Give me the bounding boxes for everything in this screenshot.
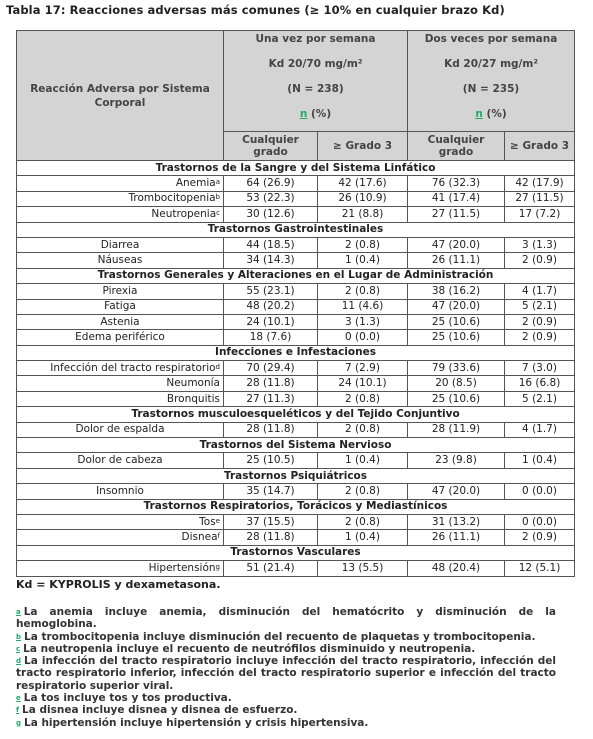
- footnote-letter: d: [16, 657, 22, 666]
- section-title: Trastornos musculoesqueléticos y del Tejido Conjuntivo: [17, 407, 575, 422]
- value-cell: 3 (1.3): [505, 237, 575, 252]
- reaction-name: [17, 453, 224, 468]
- value-cell: 28 (11.8): [224, 422, 318, 437]
- reaction-name-text: Infección del tracto respiratorio: [50, 361, 216, 374]
- value-cell: 28 (11.9): [408, 422, 505, 437]
- value-cell: 2 (0.8): [318, 422, 408, 437]
- header-group-twice-line2: Kd 20/27 mg/m²: [444, 58, 538, 70]
- table-row: [17, 561, 575, 576]
- value-cell: 42 (17.6): [318, 176, 408, 191]
- section-title: Trastornos Respiratorios, Torácicos y Mediastínicos: [17, 499, 575, 514]
- reaction-name: [17, 237, 224, 252]
- table-row: [17, 207, 575, 222]
- value-cell: 23 (9.8): [408, 453, 505, 468]
- footnote-marker: c: [216, 208, 220, 217]
- reaction-name: [17, 484, 224, 499]
- reaction-name-text: Disnea: [181, 531, 218, 544]
- value-cell: 27 (11.3): [224, 391, 318, 406]
- reaction-name-text: Náuseas: [97, 254, 143, 267]
- reaction-name-text: Neutropenia: [151, 207, 217, 220]
- value-cell: 24 (10.1): [318, 376, 408, 391]
- footnote-text: La hipertensión incluye hipertensión y crisis hipertensiva.: [24, 716, 369, 729]
- value-cell: 2 (0.9): [505, 330, 575, 345]
- value-cell: 37 (15.5): [224, 514, 318, 529]
- value-cell: 34 (14.3): [224, 253, 318, 268]
- value-cell: 13 (5.5): [318, 561, 408, 576]
- reaction-name-text: Edema periférico: [75, 330, 165, 343]
- footnote-letter: f: [16, 706, 20, 715]
- reaction-name-text: Anemia: [175, 177, 216, 190]
- value-cell: 18 (7.6): [224, 330, 318, 345]
- value-cell: 0 (0.0): [318, 330, 408, 345]
- reaction-name: [17, 391, 224, 406]
- value-cell: 47 (20.0): [408, 484, 505, 499]
- value-cell: 2 (0.8): [318, 484, 408, 499]
- value-cell: 4 (1.7): [505, 284, 575, 299]
- value-cell: 25 (10.5): [224, 453, 318, 468]
- value-cell: 25 (10.6): [408, 391, 505, 406]
- value-cell: 26 (10.9): [318, 191, 408, 206]
- section-title: Trastornos Gastrointestinales: [17, 222, 575, 237]
- pct-label: (%): [482, 108, 507, 120]
- header-group-weekly-line3: (N = 238): [287, 83, 344, 95]
- table-row: [17, 330, 575, 345]
- footnote-item: [16, 692, 556, 704]
- value-cell: 30 (12.6): [224, 207, 318, 222]
- value-cell: 48 (20.4): [408, 561, 505, 576]
- reaction-name: [17, 176, 224, 191]
- reaction-name-text: Dolor de espalda: [75, 423, 165, 436]
- value-cell: 38 (16.2): [408, 284, 505, 299]
- reaction-name-text: Neumonía: [166, 377, 220, 390]
- reaction-name-text: Diarrea: [100, 238, 140, 251]
- value-cell: 25 (10.6): [408, 314, 505, 329]
- reaction-name-text: Hipertensión: [148, 561, 216, 574]
- reaction-name-text: Trombocitopenia: [128, 192, 216, 205]
- value-cell: 27 (11.5): [408, 207, 505, 222]
- reaction-name: [17, 530, 224, 545]
- reaction-name: [17, 284, 224, 299]
- section-header-row: [17, 468, 575, 483]
- value-cell: 2 (0.8): [318, 391, 408, 406]
- table-row: [17, 376, 575, 391]
- value-cell: 1 (0.4): [318, 253, 408, 268]
- table-row: [17, 284, 575, 299]
- footnote-item: [16, 631, 556, 643]
- value-cell: 48 (20.2): [224, 299, 318, 314]
- table-row: [17, 237, 575, 252]
- value-cell: 47 (20.0): [408, 299, 505, 314]
- header-group-weekly-line1: Una vez por semana: [255, 33, 376, 45]
- value-cell: 1 (0.4): [318, 530, 408, 545]
- section-header-row: [17, 268, 575, 283]
- reaction-name-text: Astenia: [100, 315, 140, 328]
- section-header-row: [17, 345, 575, 360]
- section-header-row: [17, 222, 575, 237]
- header-group-weekly-line2: Kd 20/70 mg/m²: [268, 58, 363, 70]
- reaction-name: [17, 299, 224, 314]
- header-grade3-weekly: ≥ Grado 3: [318, 132, 408, 161]
- value-cell: 5 (2.1): [505, 391, 575, 406]
- value-cell: 55 (23.1): [224, 284, 318, 299]
- value-cell: 4 (1.7): [505, 422, 575, 437]
- section-title: Trastornos Vasculares: [17, 545, 575, 560]
- pct-label: (%): [307, 108, 332, 120]
- value-cell: 79 (33.6): [408, 361, 505, 376]
- reaction-name: [17, 514, 224, 529]
- section-title: Trastornos de la Sangre y del Sistema Linfático: [17, 161, 575, 176]
- table-row: [17, 191, 575, 206]
- value-cell: 7 (2.9): [318, 361, 408, 376]
- table-row: [17, 514, 575, 529]
- reaction-name: [17, 207, 224, 222]
- table-row: [17, 530, 575, 545]
- header-group-twice-line3: (N = 235): [462, 83, 520, 95]
- value-cell: 2 (0.9): [505, 253, 575, 268]
- header-row-label: Reacción Adversa por Sistema Corporal: [17, 31, 224, 161]
- footnote-text: La disnea incluye disnea y disnea de esfuerzo.: [22, 704, 298, 717]
- footnote-item: [16, 704, 556, 716]
- value-cell: 17 (7.2): [505, 207, 575, 222]
- footnote-text: La anemia incluye anemia, disminución del hematócrito y disminución de la hemoglobina.: [16, 606, 556, 631]
- reaction-name: [17, 561, 224, 576]
- reaction-name-text: Bronquitis: [166, 392, 220, 405]
- footnote-marker: a: [215, 178, 220, 187]
- reaction-name-text: Insomnio: [96, 484, 144, 497]
- reaction-name-text: Pirexia: [102, 284, 138, 297]
- footnote-text: La neutropenia incluye el recuento de neutrófilos disminuido y neutropenia.: [23, 642, 476, 655]
- footnote-marker: g: [215, 562, 220, 571]
- value-cell: 2 (0.9): [505, 530, 575, 545]
- value-cell: 7 (3.0): [505, 361, 575, 376]
- value-cell: 5 (2.1): [505, 299, 575, 314]
- reaction-name: [17, 361, 224, 376]
- reaction-name-text: Tos: [199, 515, 216, 528]
- value-cell: 76 (32.3): [408, 176, 505, 191]
- value-cell: 2 (0.9): [505, 314, 575, 329]
- table-row: [17, 422, 575, 437]
- value-cell: 12 (5.1): [505, 561, 575, 576]
- value-cell: 35 (14.7): [224, 484, 318, 499]
- section-header-row: [17, 545, 575, 560]
- kd-abbreviation-note: Kd = KYPROLIS y dexametasona.: [16, 578, 221, 591]
- footnote-text: La trombocitopenia incluye disminución del recuento de plaquetas y trombocitopenia.: [24, 630, 536, 643]
- value-cell: 25 (10.6): [408, 330, 505, 345]
- value-cell: 24 (10.1): [224, 314, 318, 329]
- adverse-reactions-table: [16, 30, 575, 577]
- footnotes: [16, 606, 556, 729]
- table-row: [17, 361, 575, 376]
- value-cell: 64 (26.9): [224, 176, 318, 191]
- header-grade3-twice: ≥ Grado 3: [505, 132, 575, 161]
- header-any-grade-twice: Cualquier grado: [408, 132, 505, 161]
- value-cell: 26 (11.1): [408, 530, 505, 545]
- value-cell: 2 (0.8): [318, 284, 408, 299]
- header-group-twice-npct: [411, 108, 571, 121]
- section-header-row: [17, 499, 575, 514]
- value-cell: 21 (8.8): [318, 207, 408, 222]
- value-cell: 28 (11.8): [224, 530, 318, 545]
- table-row: [17, 484, 575, 499]
- reaction-name: [17, 314, 224, 329]
- value-cell: 16 (6.8): [505, 376, 575, 391]
- value-cell: 0 (0.0): [505, 514, 575, 529]
- header-group-twice: [408, 31, 575, 132]
- value-cell: 1 (0.4): [505, 453, 575, 468]
- value-cell: 44 (18.5): [224, 237, 318, 252]
- table-row: [17, 176, 575, 191]
- section-header-row: [17, 161, 575, 176]
- header-group-weekly-npct: [227, 108, 404, 121]
- table-title: Tabla 17: Reacciones adversas más comunes (≥ 10% en cualquier brazo Kd): [6, 3, 505, 17]
- section-title: Trastornos del Sistema Nervioso: [17, 438, 575, 453]
- table-row: [17, 253, 575, 268]
- footnote-text: La infección del tracto respiratorio incluye infección del tracto respiratorio, infección del tracto respiratorio inferior, infección del tracto respiratorio superior e infección del tracto respiratorio superior viral.: [16, 655, 556, 692]
- value-cell: 42 (17.9): [505, 176, 575, 191]
- value-cell: 28 (11.8): [224, 376, 318, 391]
- section-title: Trastornos Generales y Alteraciones en el Lugar de Administración: [17, 268, 575, 283]
- value-cell: 2 (0.8): [318, 514, 408, 529]
- footnote-marker: b: [215, 193, 220, 202]
- value-cell: 11 (4.6): [318, 299, 408, 314]
- section-title: Trastornos Psiquiátricos: [17, 468, 575, 483]
- footnote-letter: g: [16, 718, 22, 727]
- footnote-item: [16, 655, 556, 692]
- value-cell: 20 (8.5): [408, 376, 505, 391]
- header-group-twice-line1: Dos veces por semana: [424, 33, 558, 45]
- reaction-name: [17, 422, 224, 437]
- n-label: n: [299, 108, 308, 120]
- n-label: n: [475, 108, 483, 120]
- reaction-name: [17, 191, 224, 206]
- footnote-marker: e: [215, 516, 220, 525]
- footnote-letter: c: [16, 644, 21, 653]
- value-cell: 0 (0.0): [505, 484, 575, 499]
- footnote-letter: e: [16, 694, 21, 703]
- footnote-text: La tos incluye tos y tos productiva.: [23, 692, 232, 705]
- value-cell: 51 (21.4): [224, 561, 318, 576]
- footnote-item: [16, 717, 556, 729]
- table-row: [17, 391, 575, 406]
- value-cell: 31 (13.2): [408, 514, 505, 529]
- section-title: Infecciones e Infestaciones: [17, 345, 575, 360]
- value-cell: 3 (1.3): [318, 314, 408, 329]
- footnote-letter: a: [16, 608, 21, 616]
- reaction-name-text: Fatiga: [104, 300, 136, 313]
- value-cell: 41 (17.4): [408, 191, 505, 206]
- section-header-row: [17, 438, 575, 453]
- value-cell: 1 (0.4): [318, 453, 408, 468]
- table-row: [17, 314, 575, 329]
- table-row: [17, 299, 575, 314]
- value-cell: 2 (0.8): [318, 237, 408, 252]
- footnote-item: [16, 643, 556, 655]
- reaction-name-text: Dolor de cabeza: [77, 454, 163, 467]
- value-cell: 26 (11.1): [408, 253, 505, 268]
- reaction-name: [17, 253, 224, 268]
- footnote-marker: d: [215, 362, 220, 371]
- value-cell: 47 (20.0): [408, 237, 505, 252]
- header-any-grade-weekly: Cualquier grado: [224, 132, 318, 161]
- value-cell: 70 (29.4): [224, 361, 318, 376]
- footnote-item: [16, 606, 556, 631]
- header-group-weekly: [224, 31, 408, 132]
- reaction-name: [17, 376, 224, 391]
- value-cell: 27 (11.5): [505, 191, 575, 206]
- table-row: [17, 453, 575, 468]
- footnote-letter: b: [16, 632, 22, 641]
- section-header-row: [17, 407, 575, 422]
- value-cell: 53 (22.3): [224, 191, 318, 206]
- reaction-name: [17, 330, 224, 345]
- footnote-marker: f: [217, 532, 220, 541]
